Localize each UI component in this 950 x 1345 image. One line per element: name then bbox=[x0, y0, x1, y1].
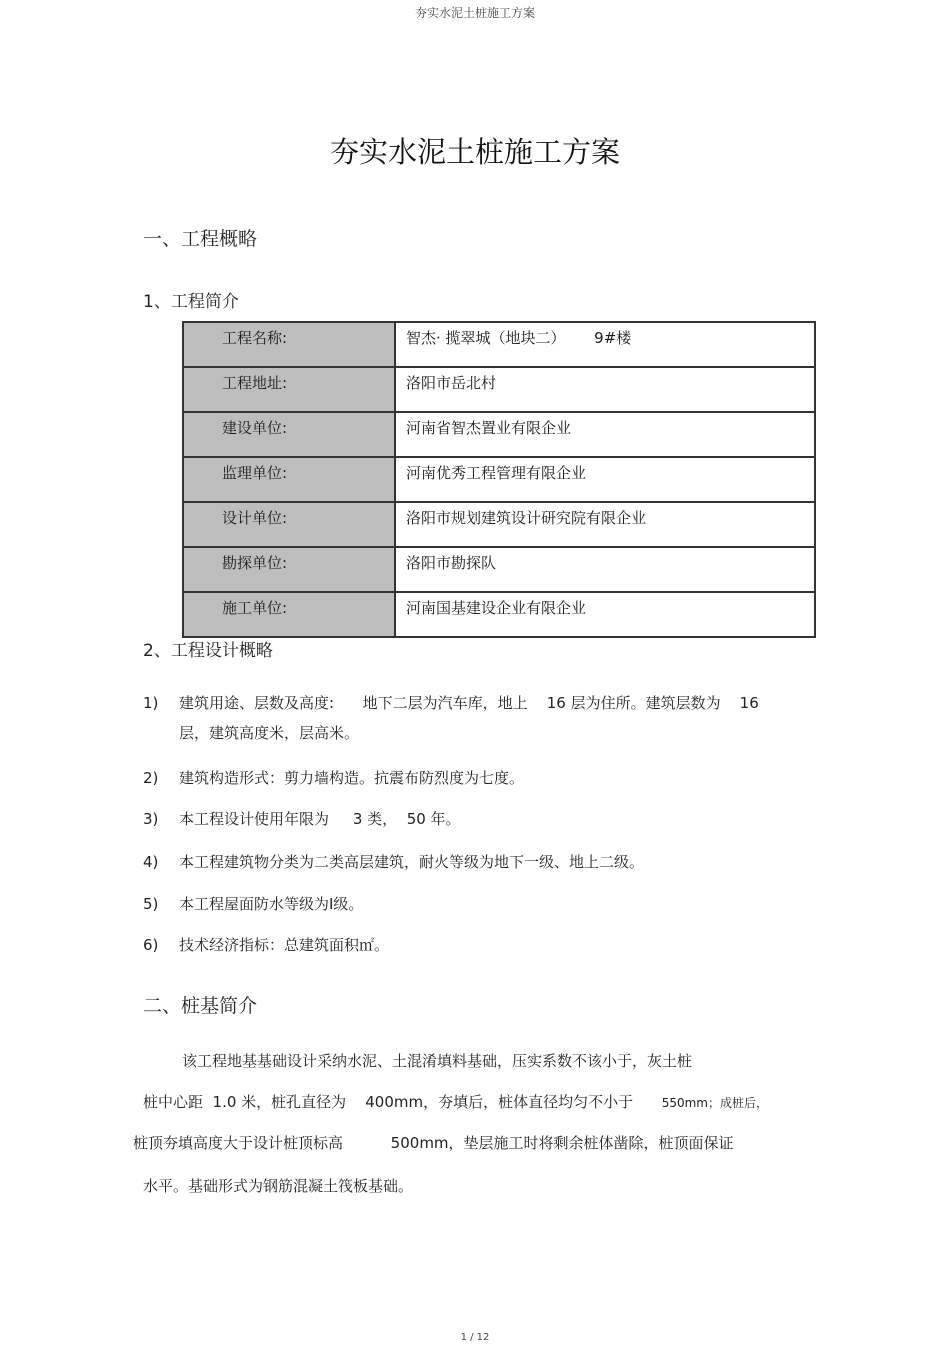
paragraph-text: 桩中心距 1.0 米，桩孔直径为 400mm，夯填后，桩体直径均匀不小于 bbox=[143, 1093, 662, 1111]
project-info-table bbox=[182, 321, 816, 638]
table-key: 工程地址: bbox=[183, 367, 395, 412]
item-number: 2) bbox=[143, 769, 159, 787]
document-title: 夯实水泥土桩施工方案 bbox=[329, 135, 620, 169]
paragraph-text-small: 550mm；成桩后， bbox=[661, 1096, 768, 1110]
section1-heading: 一、工程概略 bbox=[143, 228, 258, 250]
item-number: 4) bbox=[143, 853, 159, 871]
list-item bbox=[143, 934, 389, 955]
table-value: 智杰· 揽翠城（地块二） 9#楼 bbox=[395, 322, 815, 367]
item-number: 6) bbox=[143, 936, 159, 954]
item-text: 技术经济指标：总建筑面积㎡。 bbox=[179, 936, 390, 954]
table-row bbox=[183, 592, 815, 637]
subsection1-heading: 1、工程简介 bbox=[143, 292, 239, 312]
item-text: 本工程建筑物分类为二类高层建筑，耐火等级为地下一级、地上二级。 bbox=[179, 853, 645, 871]
table-row bbox=[183, 457, 815, 502]
item-text: 本工程屋面防水等级为Ⅰ级。 bbox=[179, 895, 364, 913]
table-value: 河南省智杰置业有限企业 bbox=[395, 412, 815, 457]
table-row bbox=[183, 367, 815, 412]
item-number: 1) bbox=[143, 694, 159, 712]
page-number: 1 / 12 bbox=[460, 1332, 490, 1343]
table-value: 洛阳市勘探队 bbox=[395, 547, 815, 592]
paragraph-line: 该工程地基基础设计采纳水泥、土混淆填料基础，压实系数不该小于，灰土桩 bbox=[182, 1052, 693, 1070]
paragraph-line: 水平。基础形式为钢筋混凝土筏板基础。 bbox=[143, 1177, 414, 1195]
item-text: 本工程设计使用年限为 3 类， 50 年。 bbox=[179, 810, 461, 828]
table-row bbox=[183, 547, 815, 592]
table-value: 洛阳市规划建筑设计研究院有限企业 bbox=[395, 502, 815, 547]
list-item bbox=[143, 851, 644, 872]
paragraph-line bbox=[143, 1091, 768, 1112]
table-key: 勘探单位: bbox=[183, 547, 395, 592]
table-key: 设计单位: bbox=[183, 502, 395, 547]
item-continuation: 层，建筑高度米，层高米。 bbox=[179, 724, 360, 742]
list-item bbox=[143, 808, 461, 829]
subsection2-heading: 2、工程设计概略 bbox=[143, 641, 273, 661]
list-item bbox=[143, 893, 363, 914]
item-number: 3) bbox=[143, 810, 159, 828]
list-item bbox=[143, 767, 524, 788]
table-value: 河南优秀工程管理有限企业 bbox=[395, 457, 815, 502]
table-row bbox=[183, 502, 815, 547]
table-key: 工程名称: bbox=[183, 322, 395, 367]
section2-heading: 二、桩基简介 bbox=[143, 995, 258, 1017]
table-row bbox=[183, 412, 815, 457]
item-text: 建筑构造形式：剪力墙构造。抗震布防烈度为七度。 bbox=[179, 769, 525, 787]
table-key: 施工单位: bbox=[183, 592, 395, 637]
running-header: 夯实水泥土桩施工方案 bbox=[414, 6, 535, 20]
item-text: 建筑用途、层数及高度: 地下二层为汽车库，地上 16 层为住所。建筑层数为 16 bbox=[179, 694, 759, 712]
table-value: 河南国基建设企业有限企业 bbox=[395, 592, 815, 637]
list-item bbox=[143, 692, 759, 713]
paragraph-line: 桩顶夯填高度大于设计桩顶标高 500mm，垫层施工时将剩余桩体凿除，桩顶面保证 bbox=[133, 1134, 734, 1152]
table-value: 洛阳市岳北村 bbox=[395, 367, 815, 412]
table-key: 建设单位: bbox=[183, 412, 395, 457]
table-row bbox=[183, 322, 815, 367]
table-key: 监理单位: bbox=[183, 457, 395, 502]
item-number: 5) bbox=[143, 895, 159, 913]
